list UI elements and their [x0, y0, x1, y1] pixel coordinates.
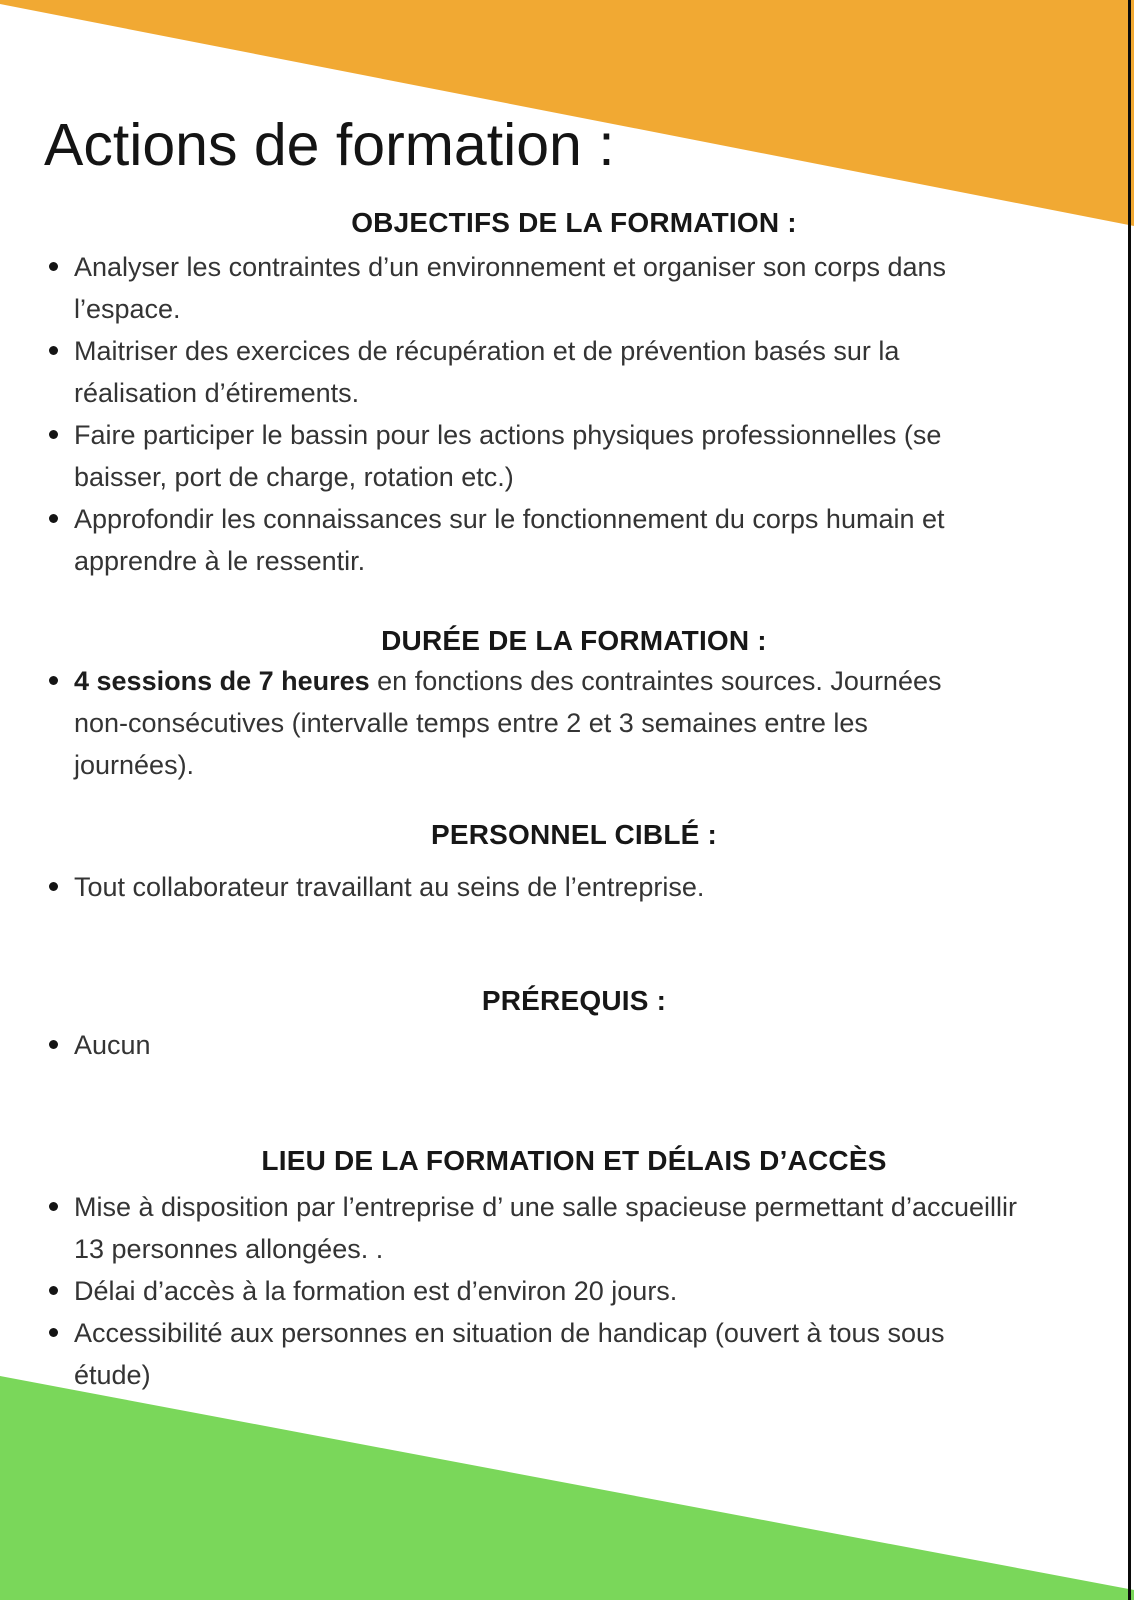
list-item: [74, 498, 1084, 582]
bullet-line: journées).: [74, 750, 195, 780]
bullet-list-duree: [74, 660, 1084, 786]
section-heading-personnel: PERSONNEL CIBLÉ :: [430, 819, 718, 850]
section-heading-objectifs: OBJECTIFS DE LA FORMATION :: [351, 207, 797, 238]
bullet-list-prerequis: [74, 1024, 1084, 1066]
bold-lead-text: 4 sessions de 7 heures: [74, 666, 370, 696]
list-item: [74, 866, 1084, 908]
list-item: [74, 246, 1084, 330]
bullet-line: Aucun: [74, 1030, 151, 1060]
bullet-line: Maitriser des exercices de récupération et de prévention basés sur la: [74, 336, 900, 366]
bullet-line: [74, 660, 1084, 702]
bullet-line: Mise à disposition par l’entreprise d’ une salle spacieuse permettant d’accueillir: [74, 1192, 1017, 1222]
bullet-list-objectifs: [74, 246, 1084, 582]
bullet-line: Tout collaborateur travaillant au seins de l’entreprise.: [74, 872, 705, 902]
list-item: [74, 1270, 1084, 1312]
list-item: [74, 660, 1084, 786]
bullet-line: l’espace.: [74, 294, 181, 324]
bullet-list-lieu: [74, 1186, 1084, 1396]
section-heading-prerequis: PRÉREQUIS :: [481, 985, 667, 1016]
bullet-line: apprendre à le ressentir.: [74, 546, 366, 576]
list-item: [74, 414, 1084, 498]
bullet-line: Analyser les contraintes d’un environnement et organiser son corps dans: [74, 252, 946, 282]
bullet-line: baisser, port de charge, rotation etc.): [74, 462, 514, 492]
list-item: [74, 330, 1084, 414]
green-diagonal-band: [0, 1370, 1134, 1600]
list-item: [74, 1312, 1084, 1396]
section-heading-lieu: LIEU DE LA FORMATION ET DÉLAIS D’ACCÈS: [261, 1145, 887, 1176]
bullet-line: réalisation d’étirements.: [74, 378, 360, 408]
bullet-line: Délai d’accès à la formation est d’environ 20 jours.: [74, 1276, 678, 1306]
bullet-line: Approfondir les connaissances sur le fonctionnement du corps humain et: [74, 504, 945, 534]
bullet-line: non-consécutives (intervalle temps entre 2 et 3 semaines entre les: [74, 708, 868, 738]
list-item: [74, 1024, 1084, 1066]
bullet-line: 13 personnes allongées. .: [74, 1234, 384, 1264]
section-heading-duree: DURÉE DE LA FORMATION :: [381, 625, 767, 656]
bullet-list-personnel: [74, 866, 1084, 908]
bullet-line: Faire participer le bassin pour les actions physiques professionnelles (se: [74, 420, 942, 450]
bullet-line-rest: en fonctions des contraintes sources. Journées: [369, 666, 942, 696]
list-item: [74, 1186, 1084, 1270]
right-edge-scan-line: [1128, 0, 1131, 1600]
page-title: Actions de formation :: [44, 112, 615, 178]
bullet-line: étude): [74, 1360, 151, 1390]
bullet-line: Accessibilité aux personnes en situation de handicap (ouvert à tous sous: [74, 1318, 945, 1348]
